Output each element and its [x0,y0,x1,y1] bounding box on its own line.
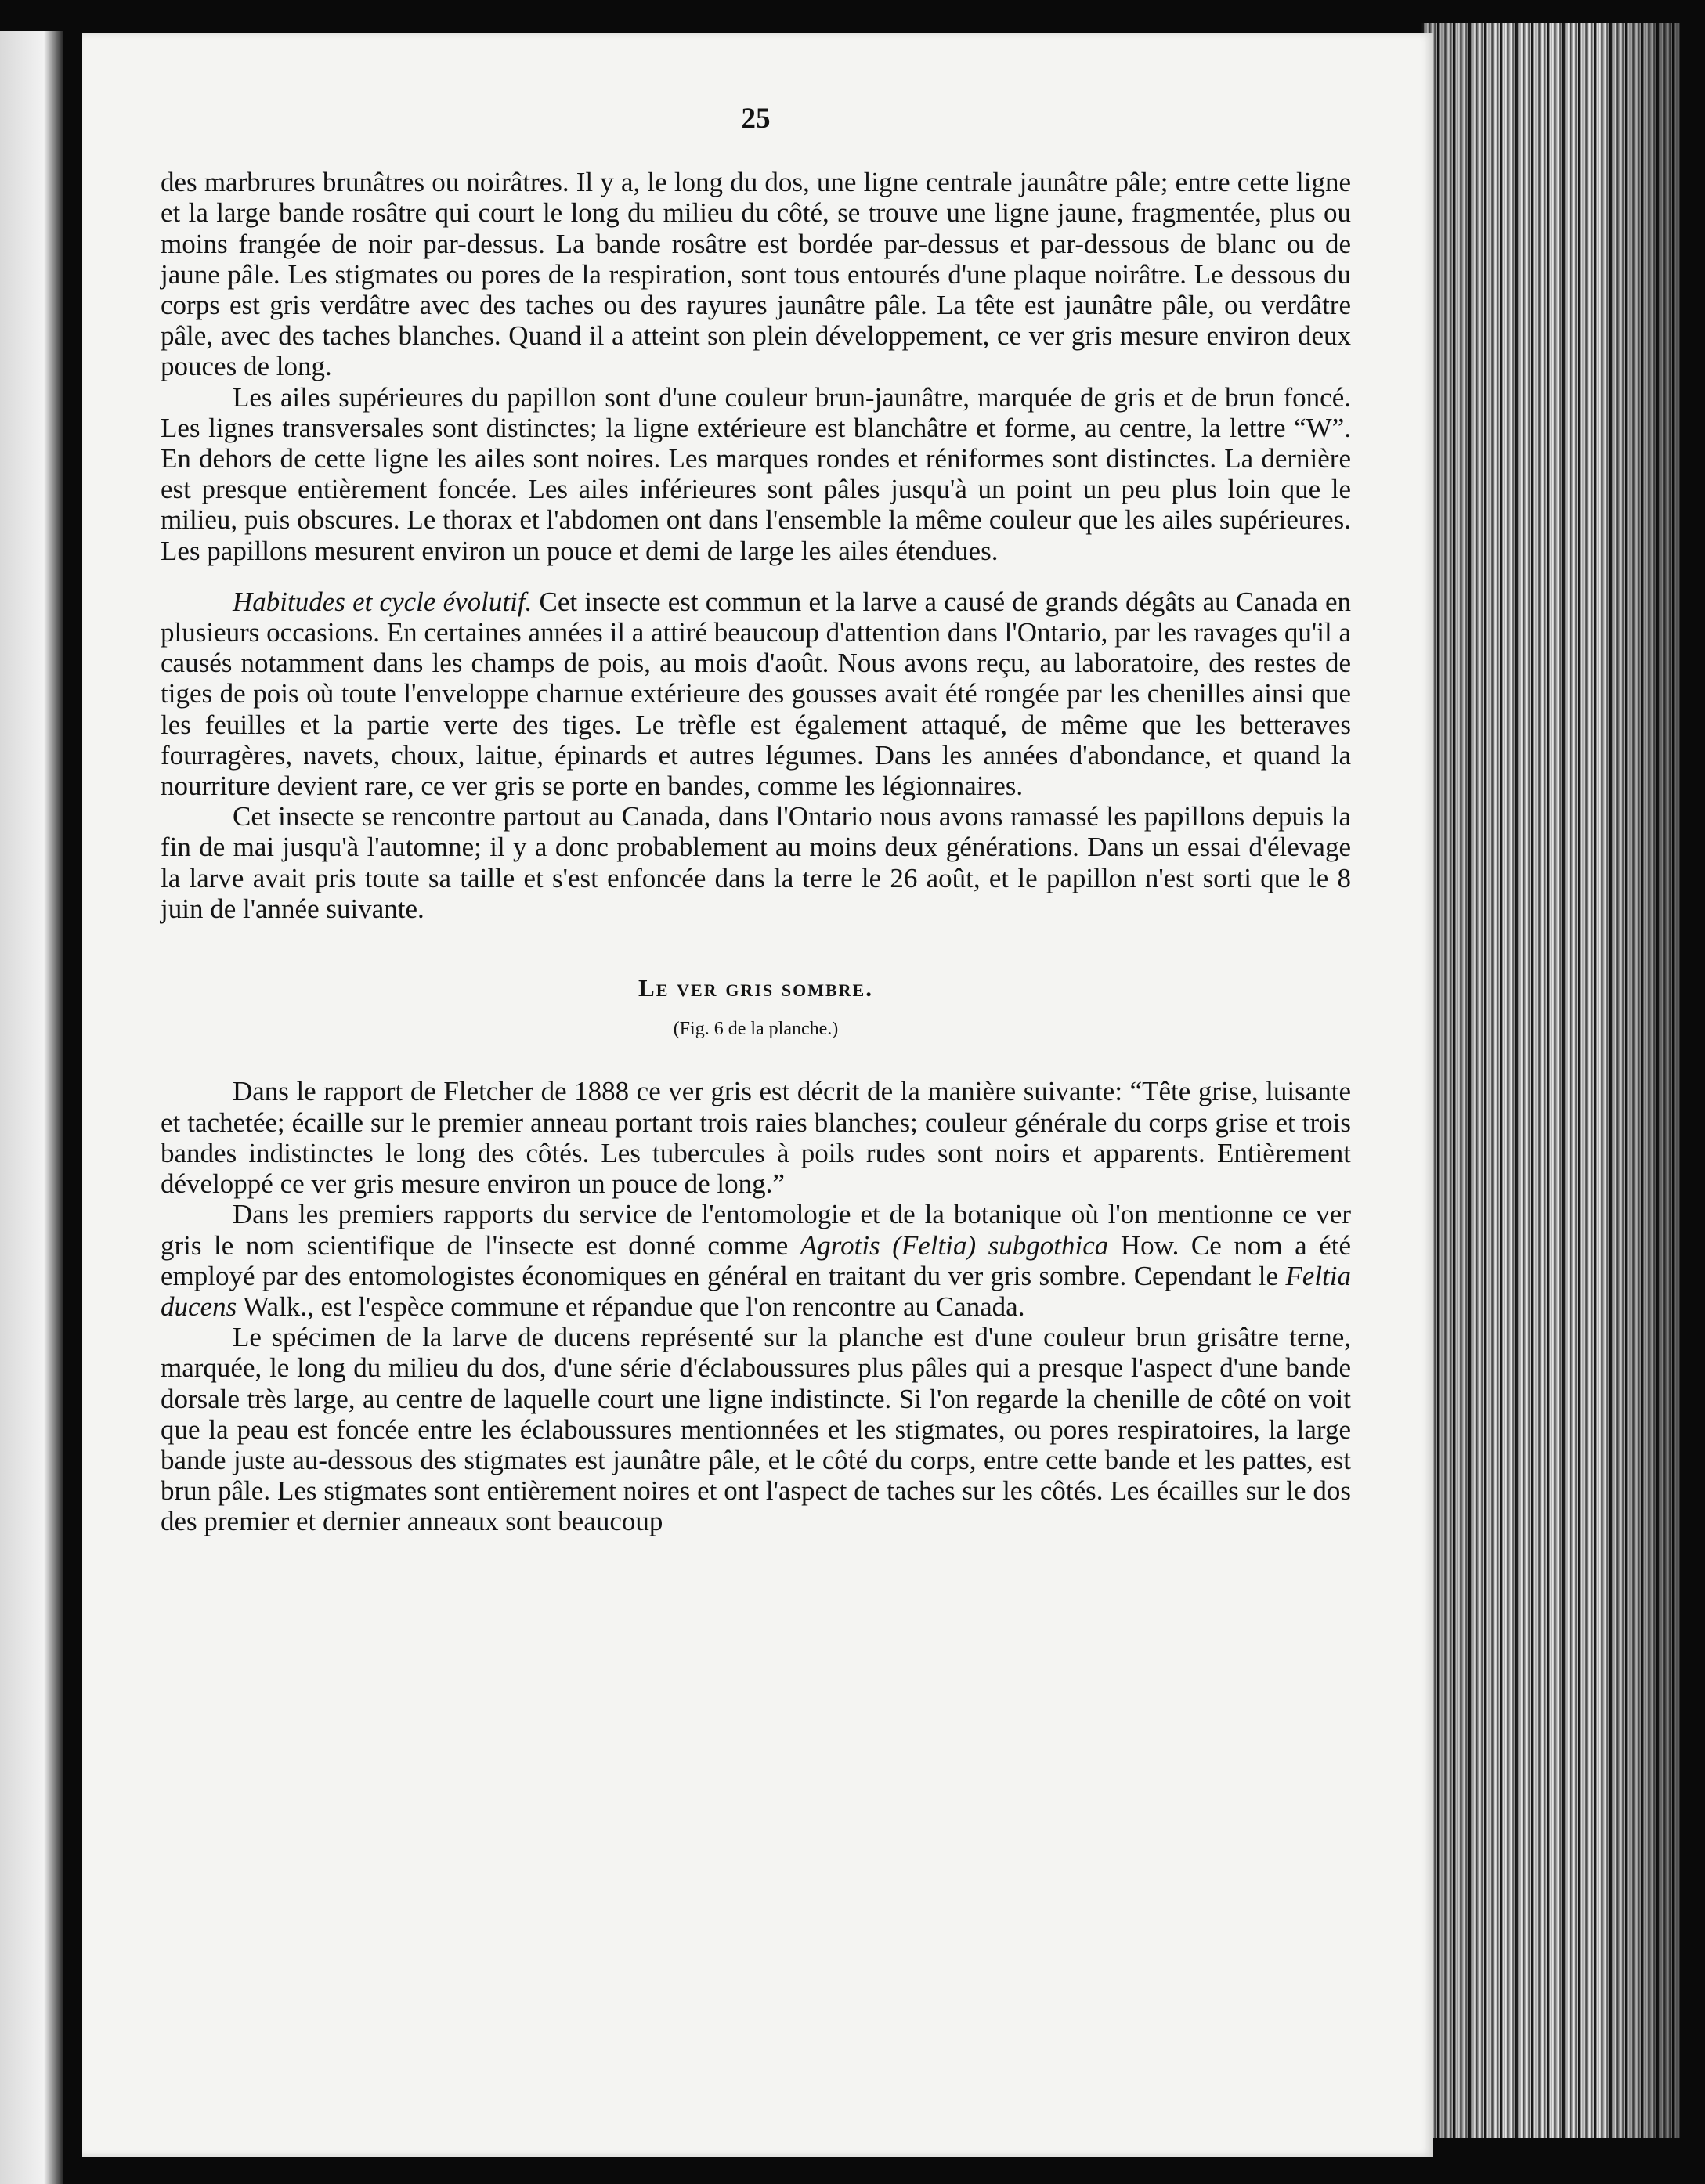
paragraph-scientific-name [161,1199,1351,1322]
habits-label: Habitudes et cycle évolutif. [233,586,533,617]
page-number: 25 [741,103,771,135]
paragraph-distribution: Cet insecte se rencontre partout au Canada, dans l'Ontario nous avons ramassé les papillons depuis la fin de mai jusqu'à l'automne; il y a donc probablement au moins deux générations. Dans un essai d'élevage la larve avait pris toute sa taille et s'est enfoncée dans la terre le 26 août, et le papillon n'est sorti que le 8 juin de l'année suivante. [161,801,1351,924]
section-subtitle: (Fig. 6 de la planche.) [673,1019,839,1040]
scientific-name-subgothica: Agrotis (Feltia) subgothica [800,1229,1109,1261]
scientific-name-ducens: Feltia ducens [161,1260,1351,1322]
names-text-start: Dans les premiers rapports du service de l'entomologie et de la botanique où l'on mentionne ce ver gris le nom scientifique de l'insecte est donné comme [161,1199,1351,1261]
paragraph-specimen: Le spécimen de la larve de ducens représenté sur la planche est d'une couleur brun grisâtre terne, marquée, le long du milieu du dos, d'une série d'éclaboussures plus pâles qui a presque l'aspect d'une bande dorsale très large, au centre de laquelle court une ligne indistincte. Si l'on regarde la chenille de côté on voit que la peau est foncée entre les éclaboussures mentionnées et les stigmates, ou pores respiratoires, la large bande juste au-dessous des stigmates est jaunâtre pâle, et le côté du corps, entre cette bande et les pattes, est brun pâle. Les stigmates sont entièrement noires et ont l'aspect de taches sur les côtés. Les écailles sur le dos des premier et dernier anneaux sont beaucoup [161,1322,1351,1537]
page-content [161,103,1351,1537]
paragraph-fletcher-report: Dans le rapport de Fletcher de 1888 ce ver gris est décrit de la manière suivante: “Tête grise, luisante et tachetée; écaille sur le premier anneau portant trois raies blanches; couleur générale du corps grise et trois bandes indistinctes le long des côtés. Les tubercules à poils rudes sont noirs et apparents. Entièrement développé ce ver gris mesure environ un pouce de long.” [161,1076,1351,1200]
paragraph-description-larva: des marbrures brunâtres ou noirâtres. Il y a, le long du dos, une ligne centrale jaunâtre pâle; entre cette ligne et la large bande rosâtre qui court le long du milieu du côté, se trouve une ligne jaune, fragmentée, plus ou moins frangée de noir par-dessus. La bande rosâtre est bordée par-dessus et par-dessous de blanc ou de jaune pâle. Les stigmates ou pores de la respiration, sont tous entourés d'une plaque noirâtre. Le dessous du corps est gris verdâtre avec des taches ou des rayures jaunâtre pâle. La tête est jaunâtre pâle, ou verdâtre pâle, avec des taches blanches. Quand il a atteint son plein développement, ce ver gris mesure environ deux pouces de long. [161,167,1351,382]
paragraph-description-moth: Les ailes supérieures du papillon sont d'une couleur brun-jaunâtre, marquée de gris et de brun foncé. Les lignes transversales sont distinctes; la ligne extérieure est blanchâtre et forme, au centre, la lettre “W”. En dehors de cette ligne les ailes sont noires. Les marques rondes et réniformes sont distinctes. La dernière est presque entièrement foncée. Les ailes inférieures sont pâles jusqu'à un point un peu plus loin que le milieu, puis obscures. Le thorax et l'abdomen ont dans l'ensemble la même couleur que les ailes supérieures. Les papillons mesurent environ un pouce et demi de large les ailes étendues. [161,381,1351,566]
names-text-end: Walk., est l'espèce commune et répandue que l'on rencontre au Canada. [237,1291,1025,1322]
names-text-mid: How. Ce nom a été employé par des entomologistes économiques en général en traitant du ver gris sombre. Cependant le [161,1229,1351,1291]
habits-text: Cet insecte est commun et la larve a causé de grands dégâts au Canada en plusieurs occasions. En certaines années il a attiré beaucoup d'attention dans l'Ontario, par les ravages qu'il a causés notamment dans les champs de pois, au mois d'août. Nous avons reçu, au laboratoire, des restes de tiges de pois où toute l'enveloppe charnue extérieure des gousses avait été rongée par les chenilles ainsi que les feuilles et la partie verte des tiges. Le trèfle est également attaqué, de même que les betteraves fourragères, navets, choux, laitue, épinards et autres légumes. Dans les années d'abondance, et quand la nourriture devient rare, ce ver gris se porte en bandes, comme les légionnaires. [161,586,1351,802]
paragraph-habits [161,587,1351,801]
section-title: Le ver gris sombre. [638,974,873,1002]
book-page [82,33,1433,2157]
left-page-edge [0,31,63,2184]
book-edge-shadow [1421,23,1680,2138]
